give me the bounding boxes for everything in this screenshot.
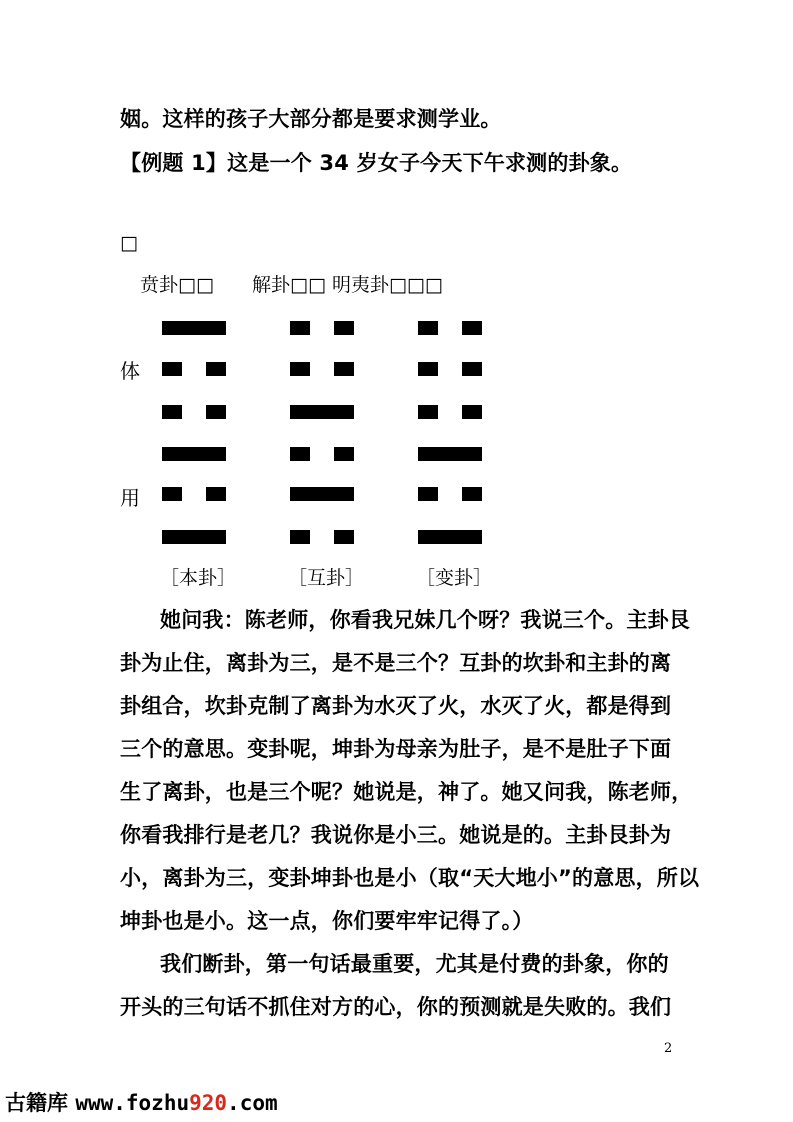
body-line-8: 坤卦也是小。这一点，你们要牢牢记得了。） <box>120 909 534 933</box>
yin-line-hu-4-seg1 <box>290 447 310 461</box>
body-line-9: 我们断卦，第一句话最重要，尤其是付费的卦象，你的 <box>160 952 669 976</box>
yang-line-bian-6 <box>418 530 482 544</box>
yin-line-hu-2-seg1 <box>290 362 310 376</box>
yin-line-ben-3-seg2 <box>206 405 226 419</box>
yin-line-bian-2-seg2 <box>462 362 482 376</box>
yin-line-bian-1-seg1 <box>418 321 438 335</box>
example-heading: 【例题 1】这是一个 34 岁女子今天下午求测的卦象。 <box>120 151 633 175</box>
body-line-7: 小，离卦为三，变卦坤卦也是小（取“天大地小”的意思，所以 <box>120 866 700 890</box>
yin-line-hu-6-seg2 <box>334 530 354 544</box>
body-line-2: 卦为止住，离卦为三，是不是三个？互卦的坎卦和主卦的离 <box>120 651 672 675</box>
footer-url-prefix: www.fozhu <box>75 1091 190 1115</box>
page-number: 2 <box>664 1041 673 1056</box>
caption-hu: ［互卦］ <box>288 567 365 589</box>
yin-line-hu-6-seg1 <box>290 530 310 544</box>
yin-line-ben-5-seg1 <box>162 487 182 501</box>
yin-line-ben-3-seg1 <box>162 405 182 419</box>
yin-line-hu-1-seg2 <box>334 321 354 335</box>
footer-url-suffix: .com <box>227 1091 278 1115</box>
yin-line-bian-5-seg2 <box>462 487 482 501</box>
body-line-1: 她问我：陈老师，你看我兄妹几个呀？我说三个。主卦艮 <box>160 608 690 632</box>
yin-line-hu-4-seg2 <box>334 447 354 461</box>
side-label-yong: 用 <box>120 486 140 510</box>
yang-line-hu-5 <box>290 487 354 501</box>
caption-bian: ［变卦］ <box>416 567 493 589</box>
yang-line-bian-4 <box>418 447 482 461</box>
yin-line-bian-3-seg1 <box>418 405 438 419</box>
body-line-3: 卦组合，坎卦克制了离卦为水灭了火，水灭了火，都是得到 <box>120 694 672 718</box>
yin-line-bian-2-seg1 <box>418 362 438 376</box>
side-label-ti: 体 <box>120 359 140 383</box>
yin-line-ben-2-seg1 <box>162 362 182 376</box>
yin-line-ben-5-seg2 <box>206 487 226 501</box>
body-line-5: 生了离卦，也是三个呢？她说是，神了。她又问我，陈老师， <box>120 780 693 804</box>
hexagram-name-row <box>140 270 443 297</box>
yin-line-bian-5-seg1 <box>418 487 438 501</box>
body-line-6: 你看我排行是老几？我说你是小三。她说是的。主卦艮卦为 <box>120 823 672 847</box>
body-line-10: 开头的三句话不抓住对方的心，你的预测就是失败的。我们 <box>120 995 672 1019</box>
yin-line-bian-1-seg2 <box>462 321 482 335</box>
yang-line-ben-4 <box>162 447 226 461</box>
footer-url-red: 920 <box>189 1091 228 1115</box>
body-line-4: 三个的意思。变卦呢，坤卦为母亲为肚子，是不是肚子下面 <box>120 737 672 761</box>
hex-name-ben: 贲卦□□ <box>140 274 214 296</box>
text-line-1: 姻。这样的孩子大部分都是要求测学业。 <box>120 107 502 131</box>
hex-name-bian: 明夷卦□□□ <box>331 274 443 296</box>
yin-line-bian-3-seg2 <box>462 405 482 419</box>
placeholder-glyph: □ <box>120 232 139 254</box>
yang-line-ben-6 <box>162 530 226 544</box>
footer-site-name: 古籍库 <box>5 1091 68 1115</box>
caption-ben: ［本卦］ <box>160 567 237 589</box>
yang-line-hu-3 <box>290 405 354 419</box>
yang-line-ben-1 <box>162 321 226 335</box>
hex-name-hu: 解卦□□ <box>252 274 326 296</box>
yin-line-hu-1-seg1 <box>290 321 310 335</box>
footer-watermark <box>5 1087 278 1117</box>
yin-line-ben-2-seg2 <box>206 362 226 376</box>
yin-line-hu-2-seg2 <box>334 362 354 376</box>
